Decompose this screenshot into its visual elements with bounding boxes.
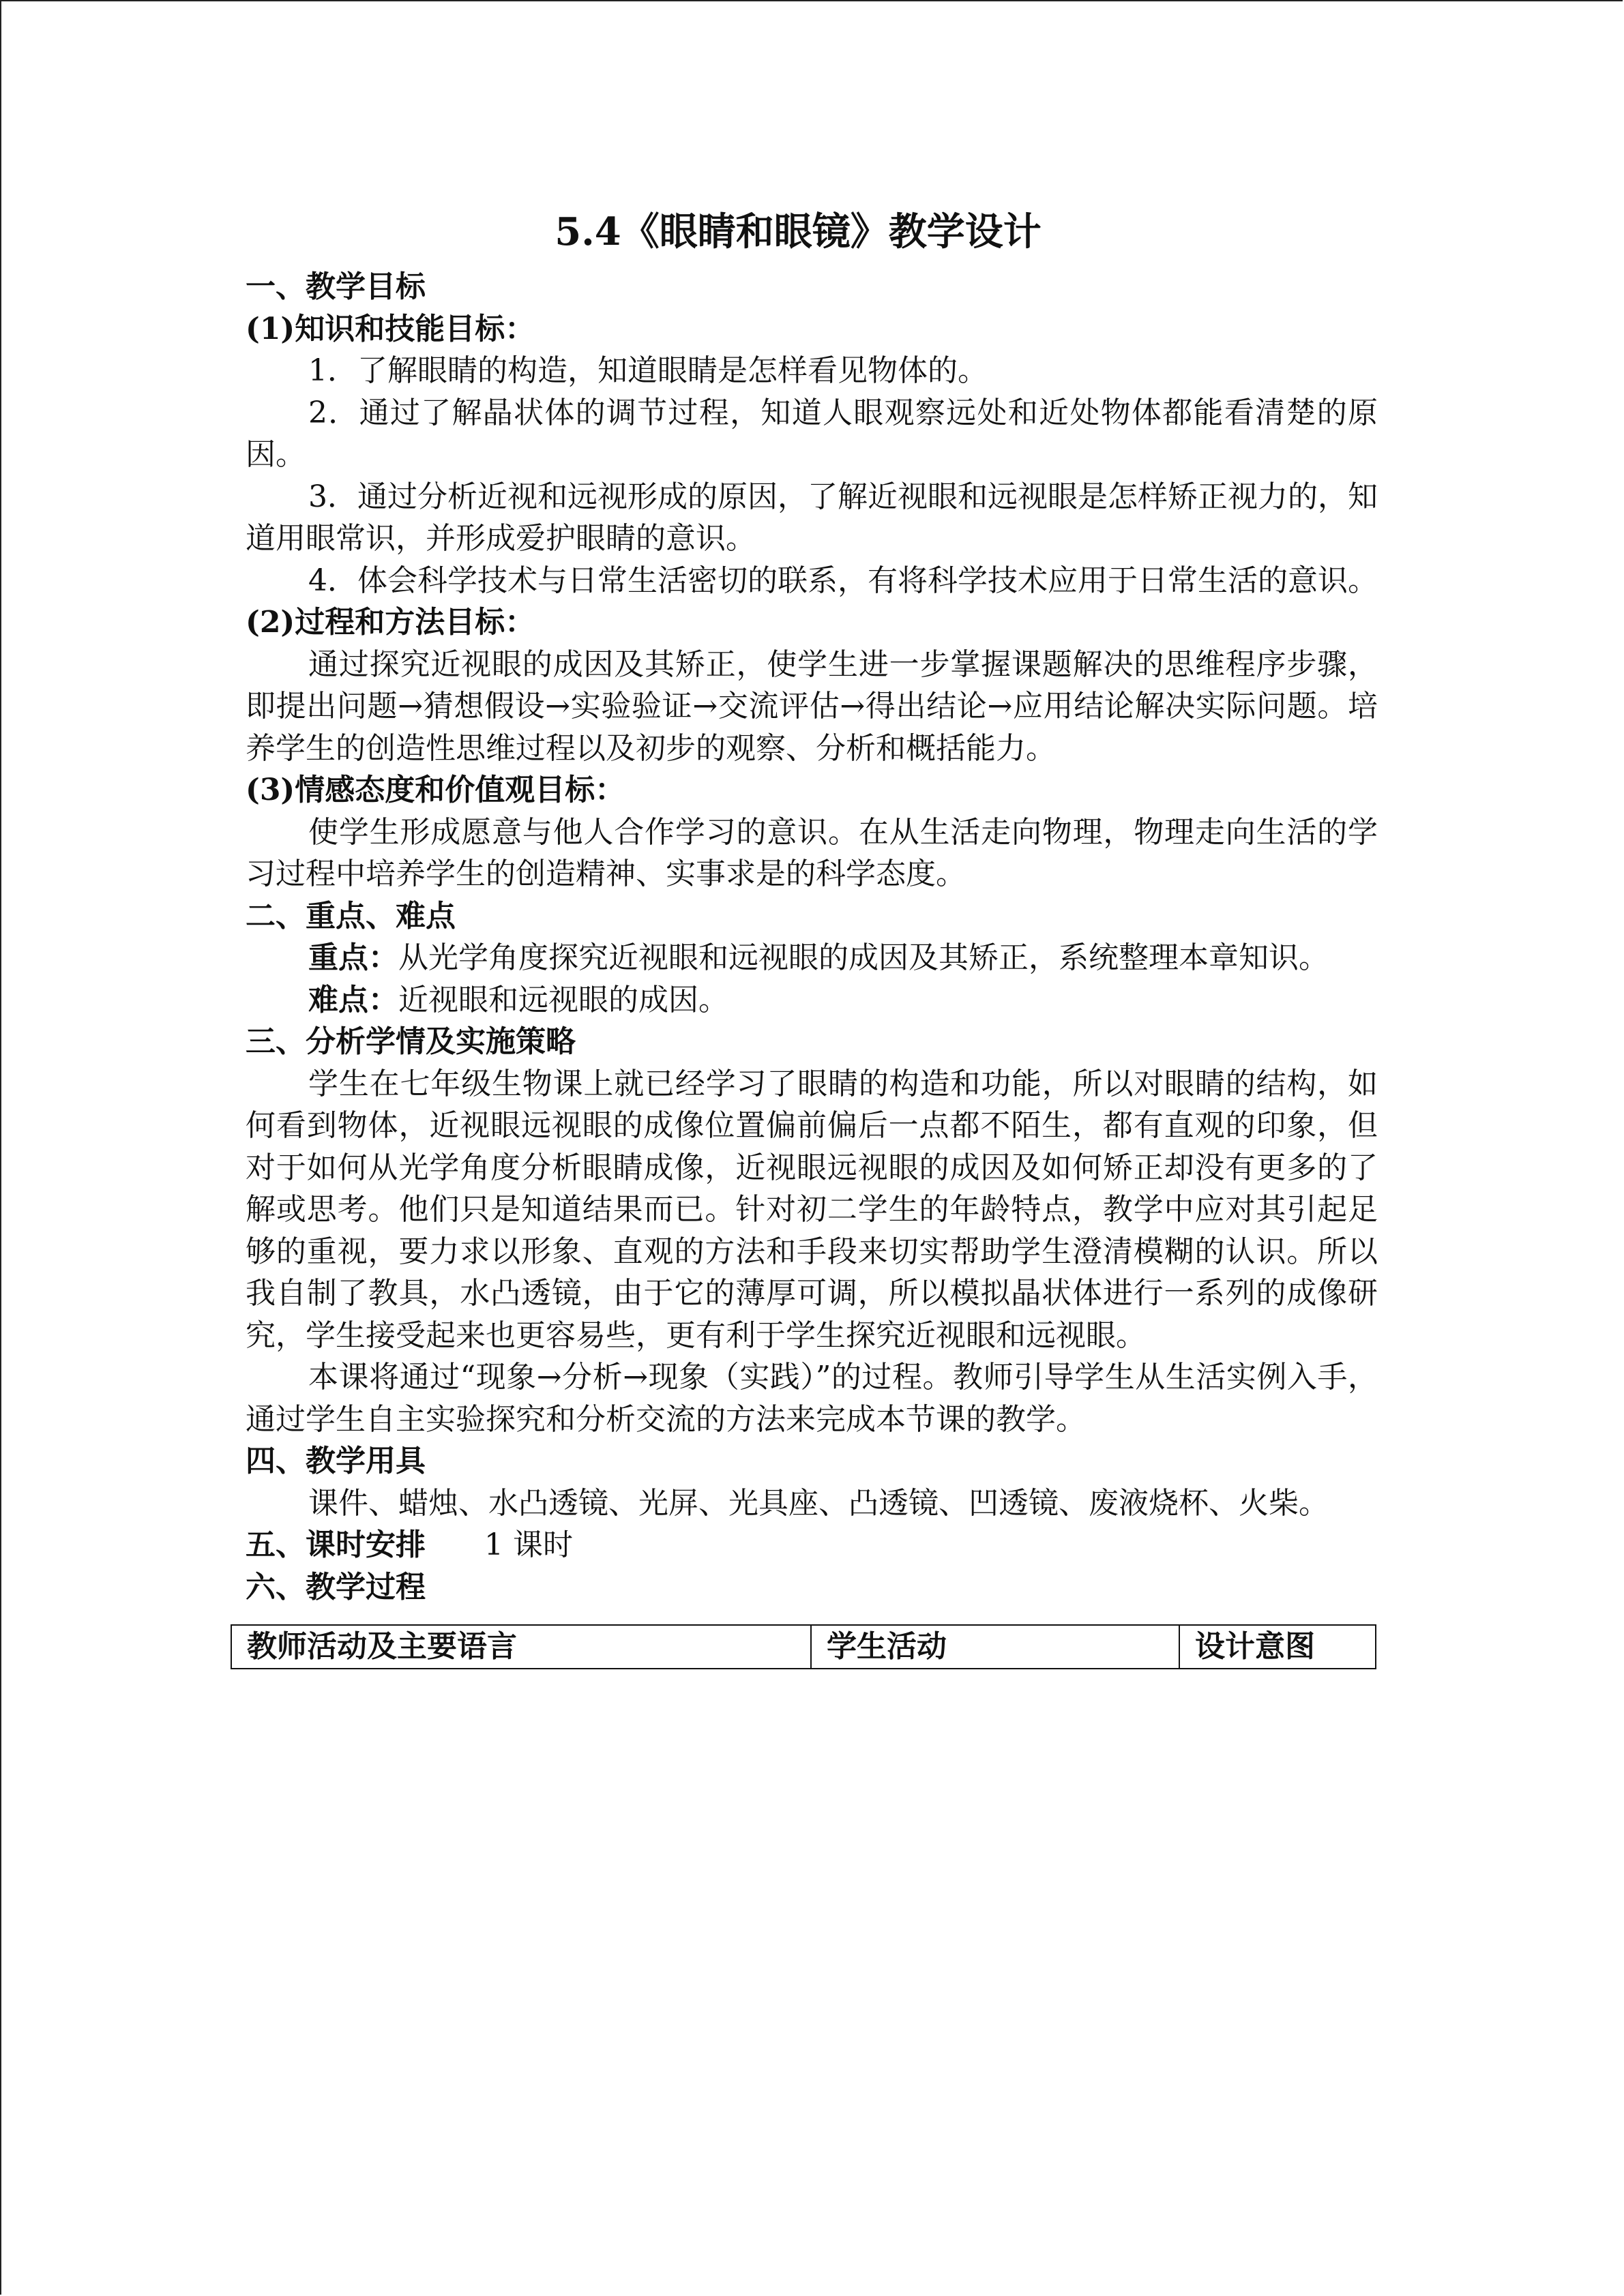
difficulty-label: 难点： [308,982,398,1017]
section-heading-key-points: 二、重点、难点 [246,898,456,934]
objective-item: 2．通过了解晶状体的调节过程，知道人眼观察远处和近处物体都能看清楚的原因。 [246,395,1378,472]
section-heading-analysis: 三、分析学情及实施策略 [246,1024,576,1059]
teaching-tools-paragraph: 课件、蜡烛、水凸透镜、光屏、光具座、凸透镜、凹透镜、废液烧杯、火柴。 [308,1485,1329,1521]
key-point-paragraph [246,937,1378,979]
objective-item: 3．通过分析近视和远视形成的原因，了解近视眼和远视眼是怎样矫正视力的，知道用眼常识，并形成爱护眼睛的意识。 [246,479,1378,556]
key-point-text: 从光学角度探究近视眼和远视眼的成因及其矫正，系统整理本章知识。 [398,940,1329,975]
difficulty-text: 近视眼和远视眼的成因。 [398,982,728,1017]
section-heading-schedule: 五、课时安排 [246,1527,426,1562]
schedule-line [246,1524,1378,1566]
analysis-paragraph: 学生在七年级生物课上就已经学习了眼睛的构造和功能，所以对眼睛的结构，如何看到物体，近视眼远视眼的成像位置偏前偏后一点都不陌生，都有直观的印象，但对于如何从光学角度分析眼睛成像，近视眼远视眼的成因及如何矫正却没有更多的了解或思考。他们只是知道结果而已。针对初二学生的年龄特点，教学中应对其引起足够的重视，要力求以形象、直观的方法和手段来切实帮助学生澄清模糊的认识。所以我自制了教具，水凸透镜，由于它的薄厚可调，所以模拟晶状体进行一系列的成像研究，学生接受起来也更容易些，更有利于学生探究近视眼和远视眼。 [246,1066,1378,1353]
objective-item: 4．体会科学技术与日常生活密切的联系，有将科学技术应用于日常生活的意识。 [308,563,1378,598]
subheading-knowledge-skills: (1)知识和技能目标： [246,311,535,346]
process-methods-paragraph: 通过探究近视眼的成因及其矫正，使学生进一步掌握课题解决的思维程序步骤，即提出问题→猜想假设→实验验证→交流评估→得出结论→应用结论解决实际问题。培养学生的创造性思维过程以及初步的观察、分析和概括能力。 [246,646,1378,766]
section-heading-objectives: 一、教学目标 [246,269,426,304]
objective-item: 1．了解眼睛的构造，知道眼睛是怎样看见物体的。 [308,353,988,388]
process-table [231,1624,1376,1669]
difficulty-paragraph [246,979,1378,1022]
page-title: 5.4《眼睛和眼镜》教学设计 [555,209,1042,254]
table-header-teacher: 教师活动及主要语言 [231,1625,811,1669]
subheading-process-methods: (2)过程和方法目标： [246,605,535,640]
section-heading-teaching-process: 六、教学过程 [246,1569,426,1605]
table-header-student: 学生活动 [811,1625,1179,1669]
process-table-wrapper [246,1624,1378,1669]
strategy-paragraph: 本课将通过“现象→分析→现象（实践）”的过程。教师引导学生从生活实例入手，通过学生自主实验探究和分析交流的方法来完成本节课的教学。 [246,1360,1378,1437]
key-point-label: 重点： [308,940,398,975]
document-body [246,205,1378,1669]
subheading-attitude-values: (3)情感态度和价值观目标： [246,773,625,807]
attitude-values-paragraph: 使学生形成愿意与他人合作学习的意识。在从生活走向物理，物理走向生活的学习过程中培养学生的创造精神、实事求是的科学态度。 [246,814,1378,891]
schedule-value: 1 课时 [484,1527,573,1562]
table-header-row [231,1625,1376,1669]
table-header-design: 设计意图 [1179,1625,1376,1669]
section-heading-teaching-tools: 四、教学用具 [246,1444,426,1478]
